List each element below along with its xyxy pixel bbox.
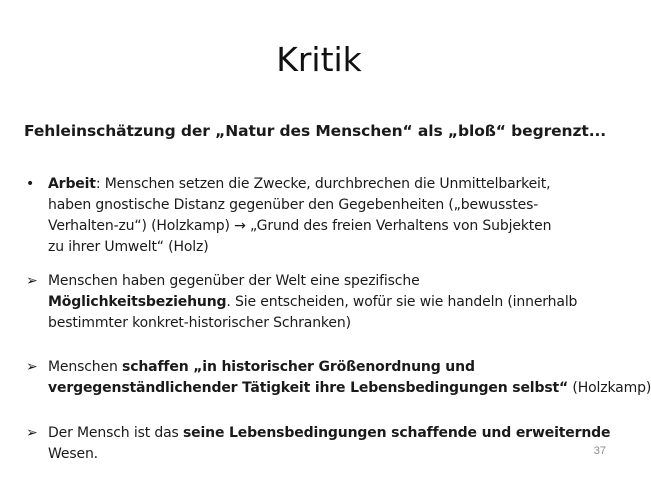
bullet-arbeit-line-3 xyxy=(48,216,551,237)
bullet-moeglichkeit-line-3: bestimmter konkret-historischer Schranken) xyxy=(48,315,351,331)
bullet-schaffen-bold-1: schaffen „in historischer Größenordnung und xyxy=(122,359,475,375)
arrow-right-icon: → xyxy=(234,218,246,234)
arrow-bullet-icon: ➢ xyxy=(26,359,38,375)
bullet-mensch-line-2: Wesen. xyxy=(48,446,98,462)
bullet-arbeit-text-3a: Verhalten-zu“) (Holzkamp) xyxy=(48,218,235,234)
bullet-arbeit-text-1: : Menschen setzen die Zwecke, durchbrechen die Unmittelbarkeit, xyxy=(95,176,551,192)
bullet-mensch-text-1a: Der Mensch ist das xyxy=(48,425,183,441)
bullet-moeglichkeit-text-2: . Sie entscheiden, wofür sie wie handeln (innerhalb xyxy=(226,294,578,310)
bullet-mensch xyxy=(48,423,610,465)
bullet-arbeit xyxy=(48,174,551,258)
bullet-dot: • xyxy=(26,176,35,192)
bullet-arbeit-line-4: zu ihrer Umwelt“ (Holz) xyxy=(48,239,209,255)
bullet-arbeit-text-3b: „Grund des freien Verhaltens von Subjekten xyxy=(245,218,552,234)
term-moeglichkeitsbeziehung: Möglichkeitsbeziehung xyxy=(48,294,227,310)
page-number: 37 xyxy=(593,445,606,457)
bullet-schaffen-line-1 xyxy=(48,357,651,378)
term-arbeit: Arbeit xyxy=(48,176,96,192)
arrow-bullet-icon: ➢ xyxy=(26,425,38,441)
bullet-arbeit-line-2: haben gnostische Distanz gegenüber den Gegebenheiten („bewusstes- xyxy=(48,197,539,213)
slide-title: Kritik xyxy=(276,40,362,79)
bullet-schaffen-text-1a: Menschen xyxy=(48,359,123,375)
slide-subtitle: Fehleinschätzung der „Natur des Menschen“ als „bloß“ begrenzt... xyxy=(24,122,607,140)
arrow-bullet-icon: ➢ xyxy=(26,273,38,289)
bullet-schaffen-line-2 xyxy=(48,378,651,399)
bullet-schaffen-text-2: (Holzkamp) xyxy=(568,380,651,396)
bullet-moeglichkeit-line-1: Menschen haben gegenüber der Welt eine spezifische xyxy=(48,273,420,289)
bullet-schaffen xyxy=(48,357,651,399)
bullet-moeglichkeit-line-2 xyxy=(48,292,577,313)
bullet-moeglichkeit xyxy=(48,271,577,334)
bullet-schaffen-bold-2: vergegenständlichender Tätigkeit ihre Lebensbedingungen selbst“ xyxy=(48,380,569,396)
bullet-arbeit-line-1 xyxy=(48,174,551,195)
bullet-mensch-line-1 xyxy=(48,423,610,444)
bullet-mensch-bold-1: seine Lebensbedingungen schaffende und erweiternde xyxy=(182,425,611,441)
